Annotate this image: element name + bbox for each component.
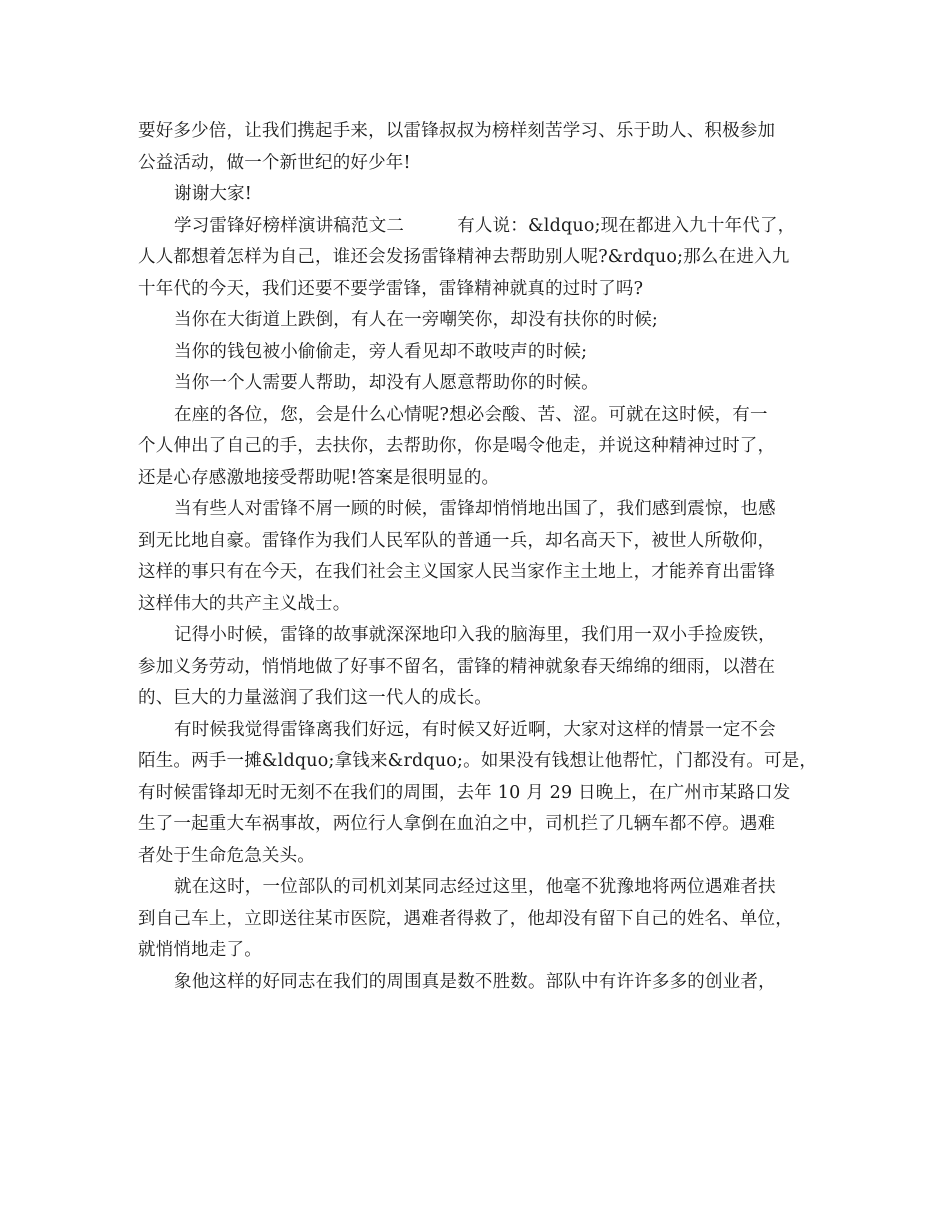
text-line: 有时候雷锋却无时无刻不在我们的周围，去年 10 月 29 日晚上，在广州市某路口发: [138, 782, 791, 803]
text-line: 生了一起重大车祸事故，两位行人拿倒在血泊之中，司机拦了几辆车都不停。遇难: [138, 814, 776, 834]
text-line: 要好多少倍，让我们携起手来，以雷锋叔叔为榜样刻苦学习、乐于助人、积极参加: [138, 121, 776, 141]
text-line: 学习雷锋好榜样演讲稿范文二 有人说：&ldquo;现在都进入九十年代了，: [174, 215, 796, 236]
text-line: 个人伸出了自己的手，去扶你，去帮助你，你是喝令他走，并说这种精神过时了，: [138, 436, 776, 456]
text-line: 当你在大街道上跌倒，有人在一旁嘲笑你，却没有扶你的时候;: [174, 310, 658, 330]
text-line: 就悄悄地走了。: [138, 940, 262, 960]
text-line: 有时候我觉得雷锋离我们好远，有时候又好近啊，大家对这样的情景一定不会: [174, 719, 776, 740]
text-line: 当你一个人需要人帮助，却没有人愿意帮助你的时候。: [174, 373, 599, 393]
text-line: 公益活动，做一个新世纪的好少年!: [138, 152, 411, 173]
text-line: 当你的钱包被小偷偷走，旁人看见却不敢吱声的时候;: [174, 341, 588, 362]
text-line: 这样的事只有在今天，在我们社会主义国家人民当家作主土地上，才能养育出雷锋: [138, 562, 776, 582]
text-line: 谢谢大家!: [174, 184, 253, 204]
text-line: 记得小时候，雷锋的故事就深深地印入我的脑海里，我们用一双小手捡废铁，: [174, 625, 776, 645]
text-line: 这样伟大的共产主义战士。: [138, 593, 351, 614]
text-line: 的、巨大的力量滋润了我们这一代人的成长。: [138, 688, 492, 708]
text-line: 陌生。两手一摊&ldquo;拿钱来&rdquo;。如果没有钱想让他帮忙，门都没有。可是，: [138, 751, 818, 771]
text-line: 者处于生命危急关头。: [138, 845, 315, 866]
text-line: 还是心存感激地接受帮助呢!答案是很明显的。: [138, 467, 500, 488]
text-line: 到自己车上，立即送往某市医院，遇难者得救了，他却没有留下自己的姓名、单位，: [138, 908, 793, 929]
text-line: 当有些人对雷锋不屑一顾的时候，雷锋却悄悄地出国了，我们感到震惊，也感: [174, 499, 776, 519]
text-line: 十年代的今天，我们还要不要学雷锋，雷锋精神就真的过时了吗?: [138, 278, 644, 299]
text-line: 就在这时，一位部队的司机刘某同志经过这里，他毫不犹豫地将两位遇难者扶: [174, 877, 776, 897]
text-line: 人人都想着怎样为自己，谁还会发扬雷锋精神去帮助别人呢?&rdquo;那么在进入九: [138, 247, 790, 267]
text-line: 到无比地自豪。雷锋作为我们人民军队的普通一兵，却名高天下，被世人所敬仰，: [138, 530, 776, 551]
text-line: 象他这样的好同志在我们的周围真是数不胜数。部队中有许许多多的创业者，: [174, 971, 776, 992]
text-line: 在座的各位，您，会是什么心情呢?想必会酸、苦、涩。可就在这时候，有一: [174, 404, 768, 425]
text-line: 参加义务劳动，悄悄地做了好事不留名，雷锋的精神就象春天绵绵的细雨，以潜在: [138, 656, 776, 677]
document-body: [138, 116, 818, 998]
